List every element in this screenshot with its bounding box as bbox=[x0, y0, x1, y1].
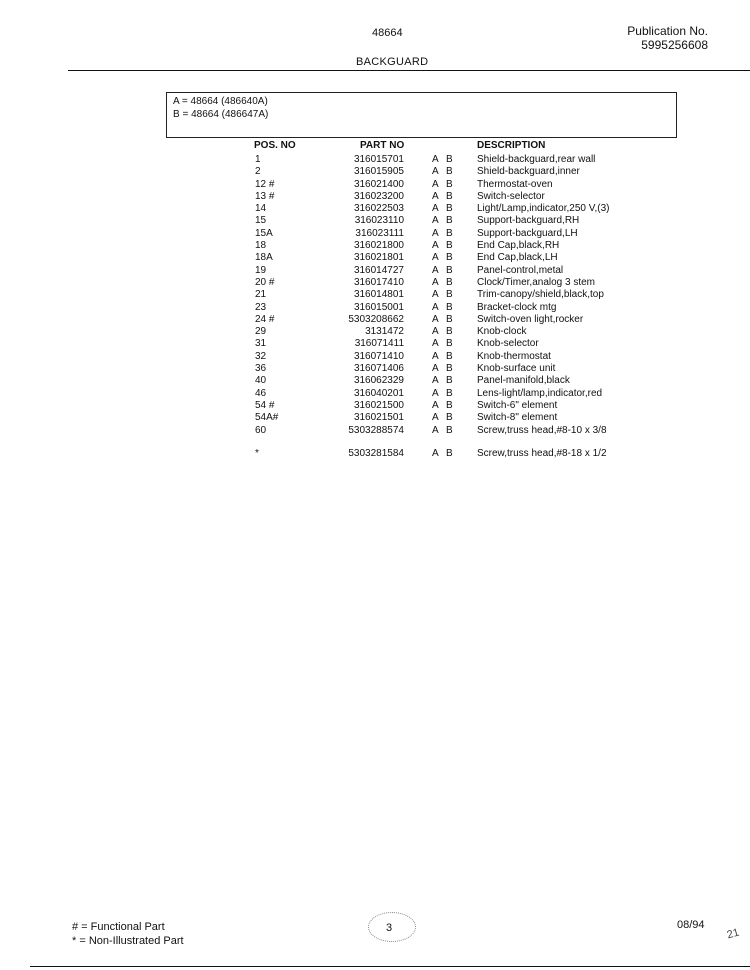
section-title: BACKGUARD bbox=[356, 56, 429, 68]
legend-non-illustrated: * = Non-Illustrated Part bbox=[72, 935, 184, 947]
table-row bbox=[0, 338, 750, 350]
cell-model-a: A bbox=[432, 399, 439, 411]
cell-pos: 15 bbox=[255, 215, 267, 227]
cell-pos: 40 bbox=[255, 375, 267, 387]
cell-model-b: B bbox=[446, 338, 453, 350]
table-row bbox=[0, 215, 750, 227]
cell-model-a: A bbox=[432, 276, 439, 288]
cell-pos: 2 bbox=[255, 166, 261, 178]
cell-model-a: A bbox=[432, 240, 439, 252]
table-row bbox=[0, 203, 750, 215]
cell-part-no: 316021400 bbox=[353, 178, 404, 190]
cell-model-b: B bbox=[446, 289, 453, 301]
cell-part-no: 316015001 bbox=[353, 301, 404, 313]
cell-part-no: 316071410 bbox=[353, 350, 404, 362]
publication-date: 08/94 bbox=[677, 919, 705, 931]
cell-description: Thermostat-oven bbox=[477, 178, 553, 190]
table-row bbox=[0, 375, 750, 387]
cell-pos: 31 bbox=[255, 338, 267, 350]
table-row bbox=[0, 191, 750, 203]
cell-part-no: 316015701 bbox=[353, 154, 404, 165]
parts-table bbox=[0, 154, 750, 460]
cell-model-a: A bbox=[432, 178, 439, 190]
column-header-part: PART NO bbox=[360, 140, 405, 151]
cell-pos: * bbox=[255, 447, 259, 459]
cell-pos: 14 bbox=[255, 203, 267, 215]
cell-part-no: 316071406 bbox=[353, 363, 404, 375]
cell-description: Switch-selector bbox=[477, 190, 545, 202]
table-row bbox=[0, 277, 750, 289]
table-row bbox=[0, 154, 750, 166]
cell-part-no: 316014801 bbox=[353, 289, 404, 301]
page-number: 3 bbox=[386, 922, 393, 934]
table-row bbox=[0, 302, 750, 314]
cell-description: Shield-backguard,inner bbox=[477, 166, 580, 178]
cell-pos: 54 # bbox=[255, 399, 275, 411]
cell-model-a: A bbox=[432, 227, 439, 239]
cell-model-b: B bbox=[446, 326, 453, 338]
cell-model-a: A bbox=[432, 301, 439, 313]
cell-part-no: 316021501 bbox=[353, 412, 404, 424]
table-row bbox=[0, 228, 750, 240]
cell-description: Light/Lamp,indicator,250 V,(3) bbox=[477, 203, 610, 215]
cell-model-a: A bbox=[432, 375, 439, 387]
cell-model-a: A bbox=[432, 264, 439, 276]
cell-part-no: 316021800 bbox=[353, 240, 404, 252]
cell-part-no: 316022503 bbox=[353, 203, 404, 215]
cell-model-a: A bbox=[432, 154, 439, 165]
cell-pos: 23 bbox=[255, 301, 267, 313]
cell-model-a: A bbox=[432, 166, 439, 178]
cell-model-b: B bbox=[446, 203, 453, 215]
table-row bbox=[0, 448, 750, 460]
cell-model-a: A bbox=[432, 203, 439, 215]
table-row bbox=[0, 326, 750, 338]
top-divider bbox=[68, 70, 750, 71]
cell-pos: 24 # bbox=[255, 313, 275, 325]
table-row bbox=[0, 240, 750, 252]
cell-model-b: B bbox=[446, 264, 453, 276]
cell-part-no: 3131472 bbox=[365, 326, 404, 338]
table-row bbox=[0, 314, 750, 326]
cell-part-no: 5303281584 bbox=[348, 447, 404, 459]
cell-part-no: 316023200 bbox=[353, 190, 404, 202]
cell-model-a: A bbox=[432, 190, 439, 202]
cell-description: Lens-light/lamp,indicator,red bbox=[477, 387, 603, 399]
cell-model-a: A bbox=[432, 350, 439, 362]
cell-description: Panel-control,metal bbox=[477, 264, 564, 276]
table-row bbox=[0, 179, 750, 191]
model-key-box bbox=[166, 92, 677, 138]
cell-model-b: B bbox=[446, 276, 453, 288]
cell-description: Knob-clock bbox=[477, 326, 527, 338]
cell-description: Trim-canopy/shield,black,top bbox=[477, 289, 604, 301]
cell-part-no: 316062329 bbox=[353, 375, 404, 387]
cell-pos: 20 # bbox=[255, 276, 275, 288]
cell-model-b: B bbox=[446, 363, 453, 375]
cell-description: Panel-manifold,black bbox=[477, 375, 570, 387]
cell-model-a: A bbox=[432, 387, 439, 399]
table-row bbox=[0, 412, 750, 424]
publication-number: 5995256608 bbox=[641, 38, 708, 52]
cell-part-no: 316023110 bbox=[354, 215, 404, 227]
table-row bbox=[0, 265, 750, 277]
model-key-a: A = 48664 (486640A) bbox=[173, 96, 268, 107]
cell-pos: 13 # bbox=[255, 190, 275, 202]
cell-part-no: 316071411 bbox=[354, 338, 404, 350]
cell-description: Switch-6" element bbox=[477, 399, 558, 411]
column-header-description: DESCRIPTION bbox=[477, 140, 546, 151]
legend-functional: # = Functional Part bbox=[72, 921, 165, 933]
cell-part-no: 316017410 bbox=[353, 276, 404, 288]
cell-pos: 29 bbox=[255, 326, 267, 338]
cell-description: Support-backguard,RH bbox=[477, 215, 580, 227]
cell-model-b: B bbox=[446, 399, 453, 411]
table-row bbox=[0, 363, 750, 375]
cell-model-b: B bbox=[446, 424, 453, 436]
table-row bbox=[0, 388, 750, 400]
cell-description: Bracket-clock mtg bbox=[477, 301, 557, 313]
cell-model-b: B bbox=[446, 240, 453, 252]
cell-model-a: A bbox=[432, 326, 439, 338]
table-row bbox=[0, 166, 750, 178]
table-row bbox=[0, 351, 750, 363]
cell-model-b: B bbox=[446, 387, 453, 399]
cell-model-a: A bbox=[432, 447, 439, 459]
cell-model-b: B bbox=[446, 301, 453, 313]
cell-pos: 60 bbox=[255, 424, 267, 436]
cell-model-b: B bbox=[446, 412, 453, 424]
bottom-divider bbox=[30, 966, 750, 967]
cell-model-a: A bbox=[432, 215, 439, 227]
cell-description: Knob-thermostat bbox=[477, 350, 551, 362]
cell-pos: 19 bbox=[255, 264, 267, 276]
cell-pos: 46 bbox=[255, 387, 267, 399]
cell-model-b: B bbox=[446, 313, 453, 325]
cell-description: Switch-8" element bbox=[477, 412, 558, 424]
cell-pos: 54A# bbox=[255, 412, 279, 424]
cell-description: Support-backguard,LH bbox=[477, 227, 578, 239]
cell-model-b: B bbox=[446, 252, 453, 264]
cell-model-a: A bbox=[432, 424, 439, 436]
cell-pos: 18A bbox=[255, 252, 273, 264]
cell-model-a: A bbox=[432, 313, 439, 325]
cell-description: End Cap,black,LH bbox=[477, 252, 558, 264]
cell-model-b: B bbox=[446, 227, 453, 239]
cell-pos: 36 bbox=[255, 363, 267, 375]
cell-model-a: A bbox=[432, 289, 439, 301]
cell-description: Knob-surface unit bbox=[477, 363, 556, 375]
cell-model-a: A bbox=[432, 412, 439, 424]
model-number: 48664 bbox=[372, 27, 403, 39]
cell-part-no: 5303288574 bbox=[348, 424, 404, 436]
corner-handwritten-mark: 21 bbox=[725, 926, 741, 942]
cell-model-a: A bbox=[432, 338, 439, 350]
cell-pos: 18 bbox=[255, 240, 267, 252]
cell-part-no: 316040201 bbox=[353, 387, 404, 399]
cell-part-no: 316021500 bbox=[353, 399, 404, 411]
cell-description: Clock/Timer,analog 3 stem bbox=[477, 276, 596, 288]
publication-label: Publication No. bbox=[627, 24, 708, 38]
cell-part-no: 5303208662 bbox=[348, 313, 404, 325]
cell-description: Screw,truss head,#8-10 x 3/8 bbox=[477, 424, 607, 436]
cell-model-b: B bbox=[446, 447, 453, 459]
cell-model-b: B bbox=[446, 178, 453, 190]
cell-description: Switch-oven light,rocker bbox=[477, 313, 584, 325]
table-row bbox=[0, 400, 750, 412]
cell-model-b: B bbox=[446, 350, 453, 362]
table-row bbox=[0, 252, 750, 264]
cell-pos: 12 # bbox=[255, 178, 275, 190]
cell-description: Screw,truss head,#8-18 x 1/2 bbox=[477, 447, 607, 459]
table-row bbox=[0, 425, 750, 437]
cell-model-b: B bbox=[446, 154, 453, 165]
cell-description: Shield-backguard,rear wall bbox=[477, 154, 596, 165]
cell-model-b: B bbox=[446, 215, 453, 227]
cell-part-no: 316014727 bbox=[353, 264, 404, 276]
publication-block bbox=[627, 24, 708, 52]
cell-description: Knob-selector bbox=[477, 338, 539, 350]
cell-part-no: 316023111 bbox=[355, 227, 404, 239]
cell-part-no: 316021801 bbox=[353, 252, 404, 264]
cell-pos: 32 bbox=[255, 350, 267, 362]
table-row bbox=[0, 289, 750, 301]
cell-pos: 21 bbox=[255, 289, 267, 301]
cell-model-b: B bbox=[446, 190, 453, 202]
cell-model-a: A bbox=[432, 363, 439, 375]
cell-model-b: B bbox=[446, 375, 453, 387]
cell-part-no: 316015905 bbox=[353, 166, 404, 178]
model-key-b: B = 48664 (486647A) bbox=[173, 109, 269, 120]
cell-pos: 15A bbox=[255, 227, 273, 239]
cell-model-a: A bbox=[432, 252, 439, 264]
cell-pos: 1 bbox=[255, 154, 261, 165]
cell-model-b: B bbox=[446, 166, 453, 178]
cell-description: End Cap,black,RH bbox=[477, 240, 560, 252]
column-header-pos: POS. NO bbox=[254, 140, 296, 151]
